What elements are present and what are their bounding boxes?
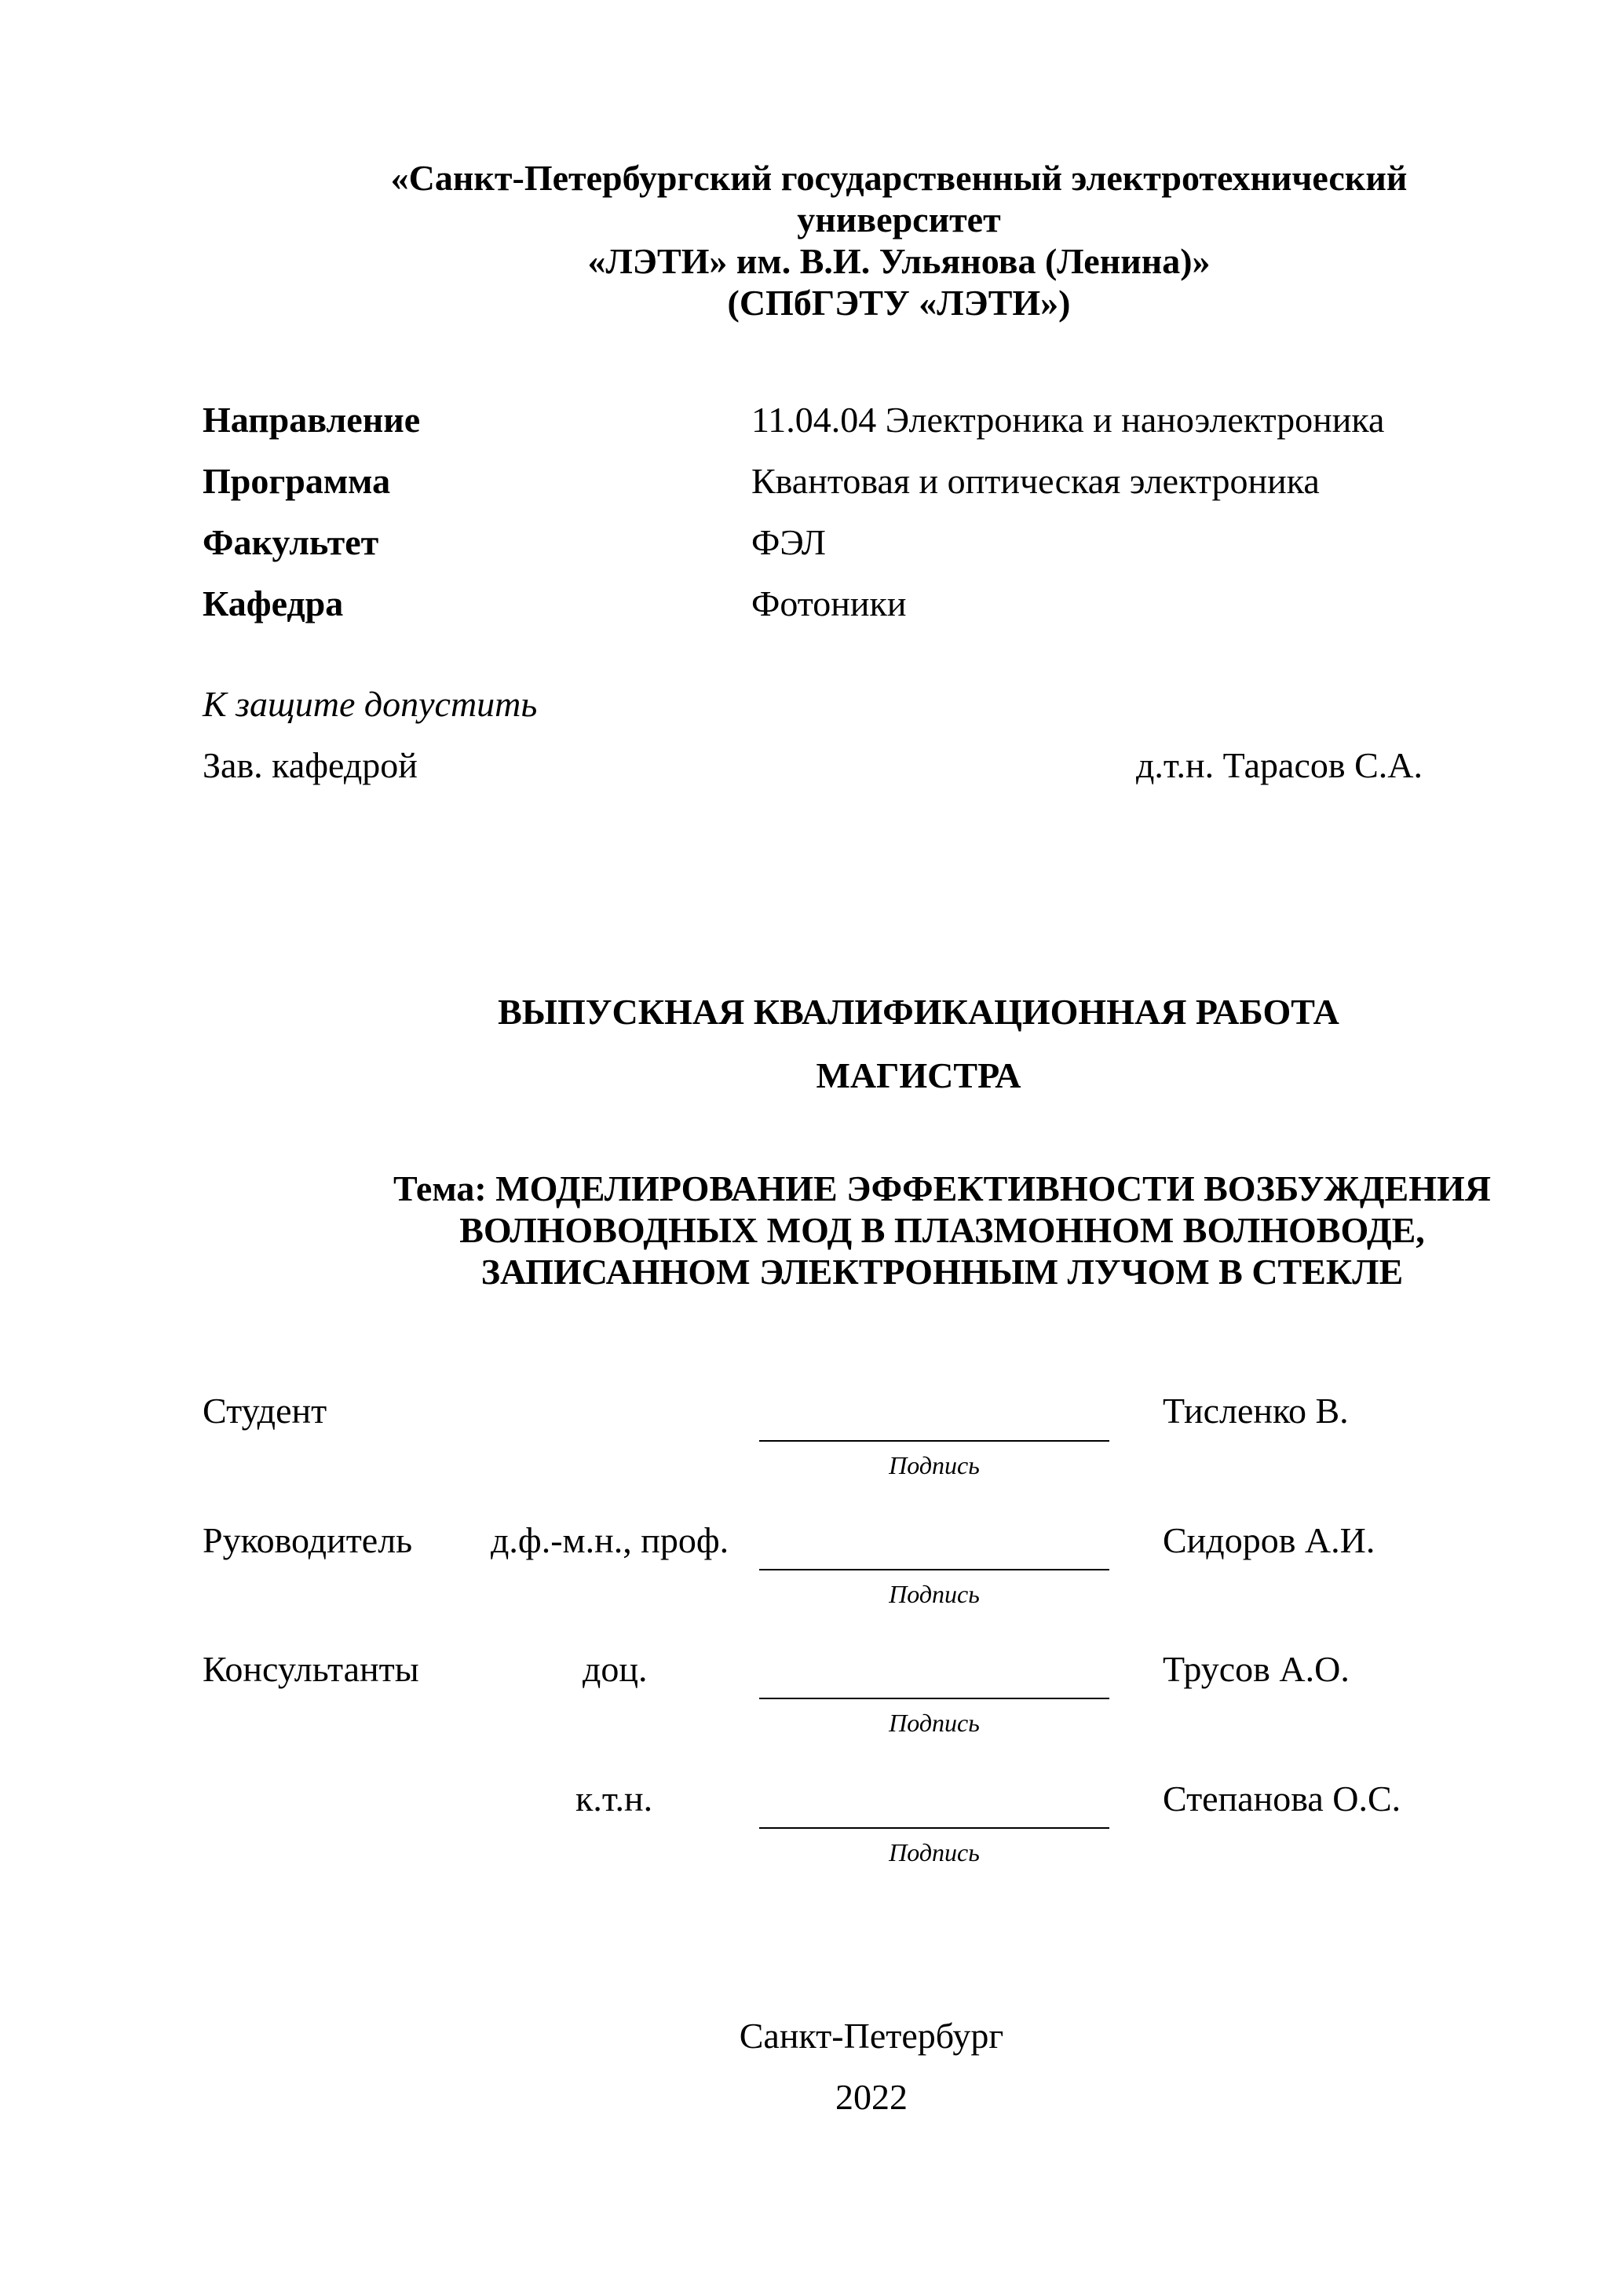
- program-label: Программа: [203, 461, 391, 501]
- thesis-title-line2: МАГИСТРА: [816, 1055, 1021, 1095]
- faculty-label: Факультет: [203, 522, 379, 562]
- supervisor-degree: д.ф.-м.н., проф.: [491, 1520, 729, 1560]
- student-signature-line: [759, 1440, 1109, 1442]
- direction-value: 11.04.04 Электроника и наноэлектроника: [751, 400, 1385, 440]
- consultant1-degree: доц.: [583, 1649, 648, 1689]
- university-name-line2: университет: [797, 199, 1001, 239]
- consultant1-signature-caption: Подпись: [889, 1709, 980, 1737]
- student-name: Тисленко В.: [1163, 1391, 1349, 1431]
- approval-heading: К защите допустить: [203, 684, 538, 724]
- consultant2-degree: к.т.н.: [575, 1779, 653, 1819]
- consultants-role: Консультанты: [203, 1649, 419, 1689]
- footer-city: Санкт-Петербург: [739, 2016, 1004, 2056]
- supervisor-signature-caption: Подпись: [889, 1580, 980, 1608]
- program-value: Квантовая и оптическая электроника: [751, 461, 1320, 501]
- approval-role: Зав. кафедрой: [203, 745, 418, 785]
- thesis-topic-line1: Тема: МОДЕЛИРОВАНИЕ ЭФФЕКТИВНОСТИ ВОЗБУЖДЕНИЯ: [393, 1168, 1492, 1208]
- consultant2-signature-line: [759, 1827, 1109, 1829]
- approval-name: д.т.н. Тарасов С.А.: [1136, 745, 1423, 785]
- thesis-topic-line2: ВОЛНОВОДНЫХ МОД В ПЛАЗМОННОМ ВОЛНОВОДЕ,: [459, 1210, 1425, 1250]
- university-name-line3: «ЛЭТИ» им. В.И. Ульянова (Ленина)»: [587, 241, 1211, 281]
- consultant2-signature-caption: Подпись: [889, 1838, 980, 1866]
- student-role: Студент: [203, 1391, 327, 1431]
- university-header: [204, 157, 1594, 324]
- university-name-line1: «Санкт-Петербургский государственный электротехнический: [390, 158, 1408, 198]
- department-label: Кафедра: [203, 583, 344, 623]
- footer-year: 2022: [835, 2077, 908, 2117]
- university-abbreviation: (СПбГЭТУ «ЛЭТИ»): [727, 283, 1071, 323]
- supervisor-name: Сидоров А.И.: [1163, 1520, 1375, 1560]
- department-value: Фотоники: [751, 583, 907, 623]
- supervisor-signature-line: [759, 1569, 1109, 1570]
- student-signature-caption: Подпись: [889, 1451, 980, 1479]
- thesis-title-line1: ВЫПУСКНАЯ КВАЛИФИКАЦИОННАЯ РАБОТА: [498, 992, 1339, 1032]
- thesis-topic-line3: ЗАПИСАННОМ ЭЛЕКТРОННЫМ ЛУЧОМ В СТЕКЛЕ: [480, 1252, 1404, 1292]
- faculty-value: ФЭЛ: [751, 522, 827, 562]
- consultant2-name: Степанова О.С.: [1163, 1779, 1401, 1819]
- thesis-topic: [236, 1168, 1622, 1292]
- consultant1-signature-line: [759, 1698, 1109, 1699]
- consultant1-name: Трусов А.О.: [1163, 1649, 1350, 1689]
- supervisor-role: Руководитель: [203, 1520, 413, 1560]
- direction-label: Направление: [203, 400, 421, 440]
